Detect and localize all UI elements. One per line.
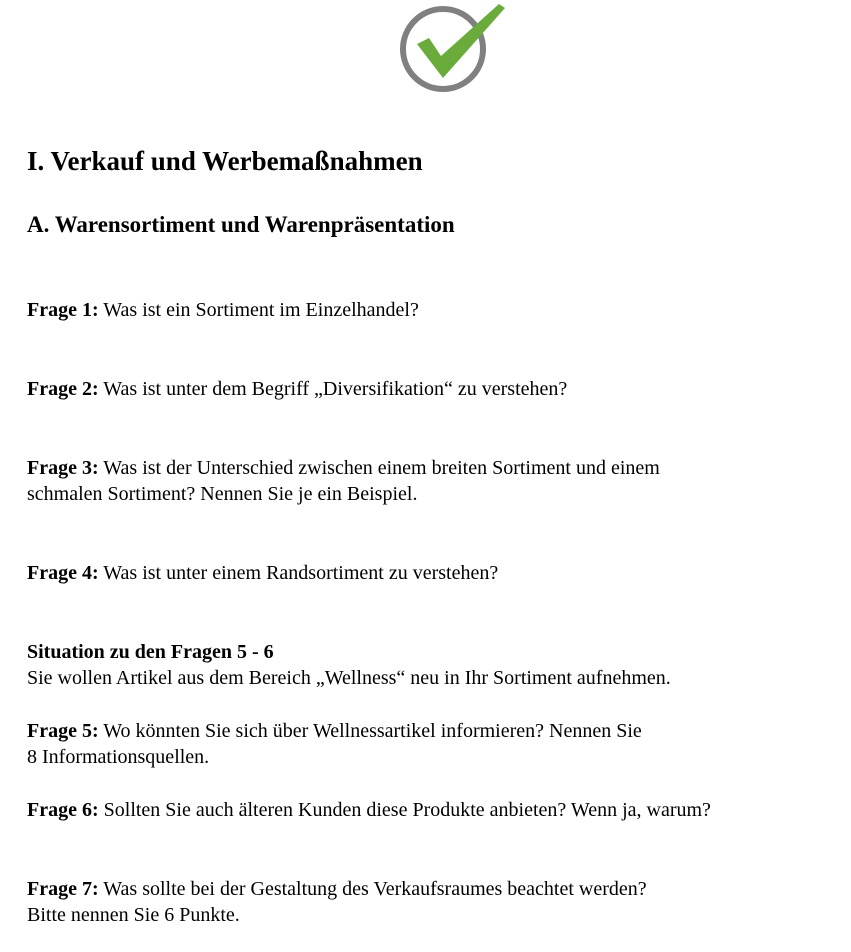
- question-label: Frage 4:: [27, 562, 99, 584]
- question-text: Was ist unter einem Randsortiment zu verstehen?: [103, 562, 499, 584]
- question-3: [27, 455, 660, 507]
- question-label: Frage 5:: [27, 720, 99, 742]
- situation-block: [27, 639, 671, 691]
- section-title: A. Warensortiment und Warenpräsentation: [27, 212, 455, 237]
- question-label: Frage 1:: [27, 299, 99, 321]
- question-label: Frage 7:: [27, 878, 99, 900]
- question-text: Wo könnten Sie sich über Wellnessartikel informieren? Nennen Sie: [103, 720, 642, 742]
- question-text-line-2: 8 Informationsquellen.: [27, 746, 210, 768]
- question-label: Frage 2:: [27, 378, 99, 400]
- question-text-line-2: schmalen Sortiment? Nennen Sie je ein Beispiel.: [27, 483, 418, 505]
- question-text: Was ist unter dem Begriff „Diversifikation“ zu verstehen?: [103, 378, 568, 400]
- question-label: Frage 6:: [27, 799, 99, 821]
- question-6: [27, 797, 711, 823]
- question-1: [27, 297, 419, 323]
- page-title: I. Verkauf und Werbemaßnahmen: [27, 146, 423, 176]
- situation-text: Sie wollen Artikel aus dem Bereich „Wellness“ neu in Ihr Sortiment aufnehmen.: [27, 667, 671, 689]
- question-text: Was ist ein Sortiment im Einzelhandel?: [103, 299, 419, 321]
- question-4: [27, 560, 498, 586]
- question-5: [27, 718, 642, 770]
- question-text-line-2: Bitte nennen Sie 6 Punkte.: [27, 904, 240, 926]
- question-text: Was sollte bei der Gestaltung des Verkaufsraumes beachtet werden?: [103, 878, 647, 900]
- question-7: [27, 876, 647, 928]
- question-2: [27, 376, 567, 402]
- situation-title: Situation zu den Fragen 5 - 6: [27, 641, 274, 663]
- checkmark-logo-icon: [395, 0, 510, 95]
- question-text: Sollten Sie auch älteren Kunden diese Produkte anbieten? Wenn ja, warum?: [103, 799, 711, 821]
- question-text: Was ist der Unterschied zwischen einem breiten Sortiment und einem: [103, 457, 660, 479]
- question-label: Frage 3:: [27, 457, 99, 479]
